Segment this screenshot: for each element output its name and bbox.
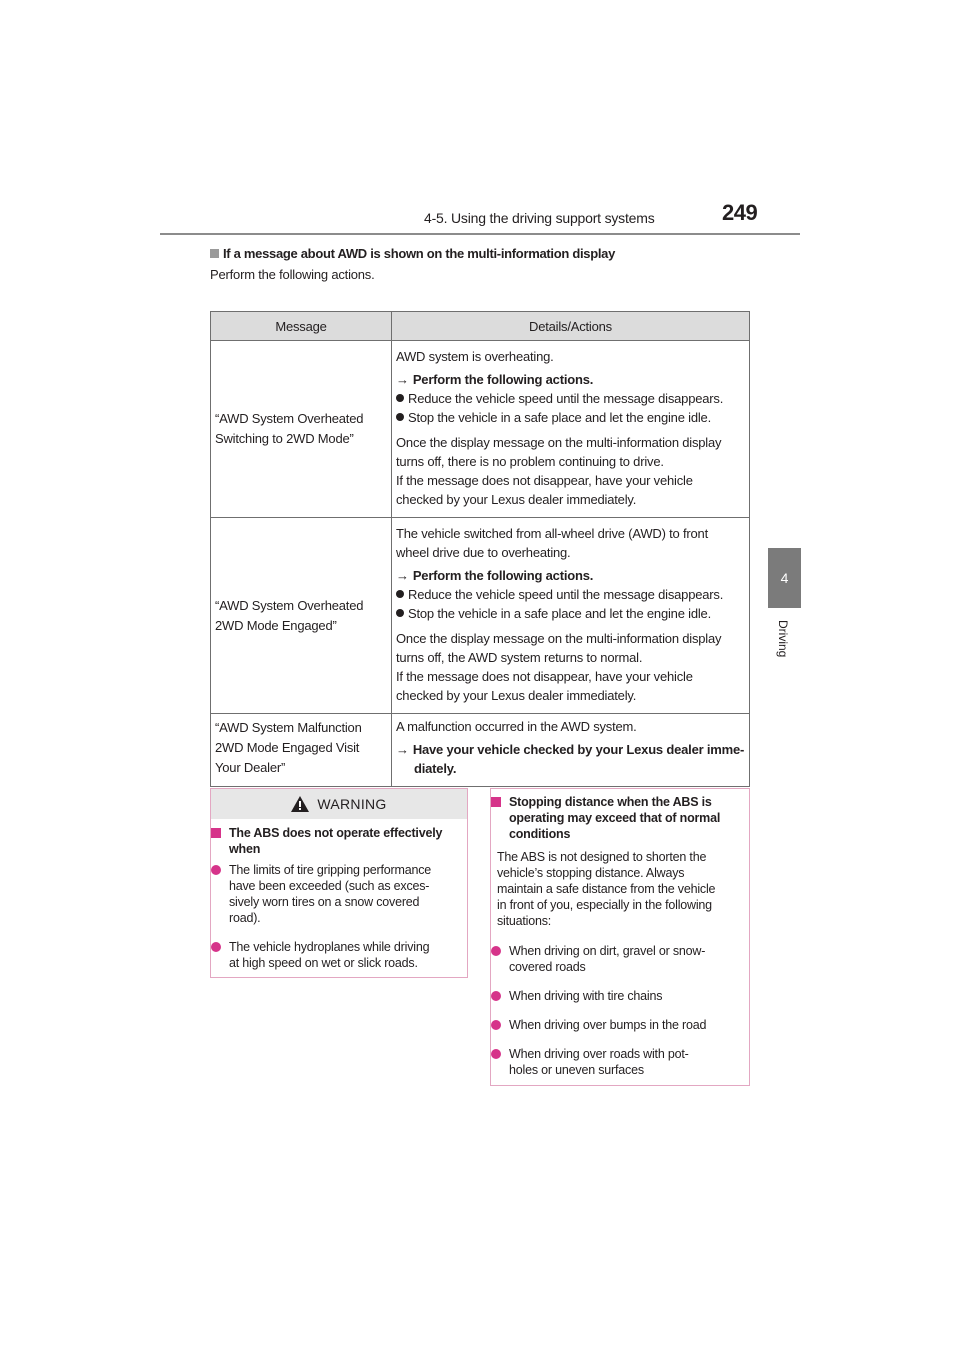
stopping-body: The ABS is not designed to shorten the vehicle’s stopping distance. Always maintain a safe distance from the vehicle in front of you, especially in the following situations: [497,850,716,928]
bullet-icon [396,413,404,421]
warning-box [210,788,468,978]
details-cell: The vehicle switched from all-wheel drive (AWD) to front wheel drive due to overheating. → Perform the following actions. Reduce the vehicle speed until the message disappears. Stop the vehicle in a safe place and let the engine idle. Once the display message on the multi-information display turns off, the AWD system returns to normal. If the message does not disappear, have your vehicle checked by your Lexus dealer immediately. [392,518,750,714]
warning-title: WARNING [317,796,387,812]
warning-heading: The ABS does not operate effectively when [211,825,442,857]
column-header-details: Details/Actions [392,312,750,341]
warning-triangle-icon [291,796,309,812]
square-bullet-icon [211,828,221,838]
chapter-label: Driving [776,620,790,658]
bullet-icon [491,991,501,1001]
column-header-message: Message [211,312,392,341]
action-line: → Have your vehicle checked by your Lexus dealer imme- [396,742,745,757]
square-bullet-icon [491,797,501,807]
section-intro: Perform the following actions. [210,267,375,282]
header-section-title: 4-5. Using the driving support systems [424,210,655,226]
action-line: → Perform the following actions. [396,568,594,583]
bullet-icon [396,394,404,402]
arrow-icon: → [396,372,409,387]
bullet-icon [491,946,501,956]
details-cell: A malfunction occurred in the AWD system. → Have your vehicle checked by your Lexus dealer imme- diately. [392,714,750,787]
stopping-heading: Stopping distance when the ABS is operating may exceed that of normal conditions [491,794,720,842]
bullet-icon [211,942,221,952]
message-cell: “AWD System Overheated Switching to 2WD Mode” [211,341,392,518]
action-line: → Perform the following actions. [396,372,594,387]
page-number: 249 [722,200,758,225]
arrow-icon: → [396,568,409,583]
bullet-icon [396,590,404,598]
list-item: When driving on dirt, gravel or snow- covered roads [491,943,705,975]
table-row [211,518,750,714]
message-cell: “AWD System Malfunction 2WD Mode Engaged Visit Your Dealer” [211,714,392,787]
bullet-icon [491,1020,501,1030]
square-bullet-icon [210,249,219,258]
chapter-tab [768,548,801,608]
arrow-icon: → [396,742,409,757]
message-cell: “AWD System Overheated 2WD Mode Engaged” [211,518,392,714]
header-rule [160,233,800,235]
list-item: Stop the vehicle in a safe place and let the engine idle. [396,408,745,427]
list-item: When driving over bumps in the road [491,1017,706,1033]
awd-message-table [210,311,750,787]
table-row [211,341,750,518]
list-item: The limits of tire gripping performance have been exceeded (such as exces- sively worn tires on a snow covered road). [211,862,431,926]
table-header-row [211,312,750,341]
section-heading: If a message about AWD is shown on the multi-information display [210,246,615,261]
list-item: When driving with tire chains [491,988,662,1004]
bullet-icon [211,865,221,875]
list-item: When driving over roads with pot- holes or uneven surfaces [491,1046,689,1078]
chapter-number: 4 [780,570,789,586]
warning-header [211,789,467,819]
list-item: The vehicle hydroplanes while driving at high speed on wet or slick roads. [211,939,429,971]
details-cell: AWD system is overheating. → Perform the following actions. Reduce the vehicle speed until the message disappears. Stop the vehicle in a safe place and let the engine idle. Once the display message on the multi-information display turns off, there is no problem continuing to drive. If the message does not disappear, have your vehicle checked by your Lexus dealer immediately. [392,341,750,518]
list-item: Reduce the vehicle speed until the message disappears. [396,389,745,408]
bullet-icon [396,609,404,617]
list-item: Stop the vehicle in a safe place and let the engine idle. [396,604,745,623]
bullet-icon [491,1049,501,1059]
table-row [211,714,750,787]
stopping-distance-box [490,788,750,1086]
list-item: Reduce the vehicle speed until the message disappears. [396,585,745,604]
